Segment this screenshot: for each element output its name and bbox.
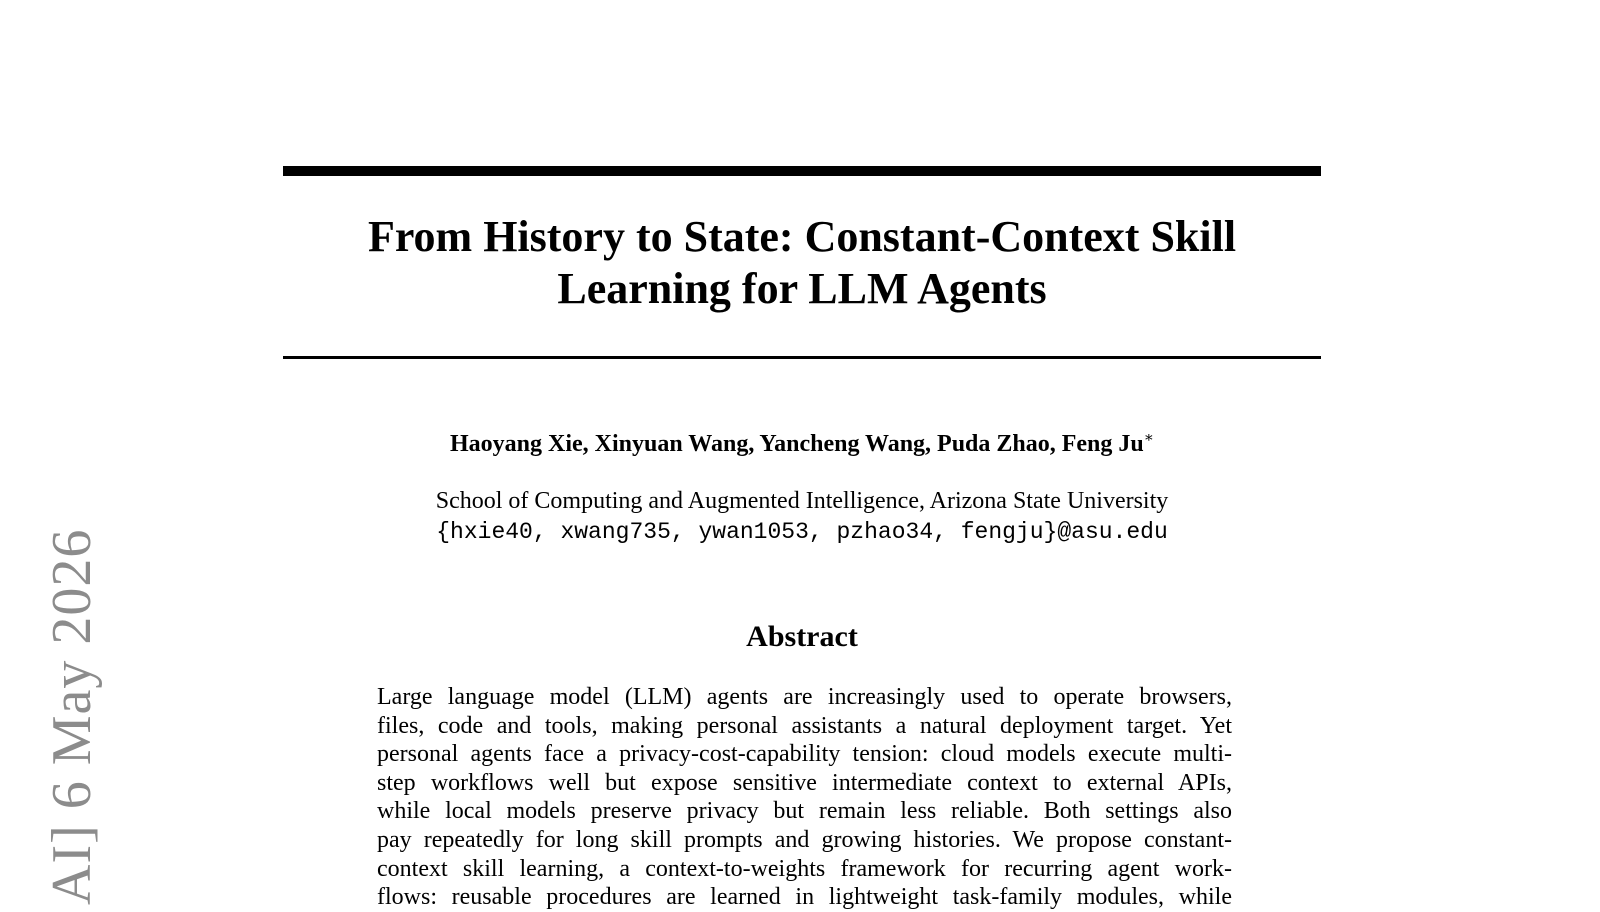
corresponding-author-mark: ∗ — [1143, 430, 1154, 446]
author-list — [283, 429, 1321, 459]
title-line: Learning for LLM Agents — [557, 264, 1047, 313]
abstract-line: files, code and tools, making personal assistants a natural deployment target. Yet — [377, 712, 1232, 739]
abstract-body — [377, 683, 1232, 912]
abstract-line: context skill learning, a context-to-weights framework for recurring agent work- — [377, 855, 1232, 882]
abstract-heading: Abstract — [746, 620, 858, 653]
affiliation: School of Computing and Augmented Intelligence, Arizona State University — [435, 488, 1169, 514]
abstract-line: Large language model (LLM) agents are increasingly used to operate browsers, — [377, 684, 1232, 710]
abstract-line: while local models preserve privacy but remain less reliable. Both settings also — [377, 798, 1232, 825]
abstract-line: flows: reusable procedures are learned in lightweight task-family modules, while — [377, 884, 1232, 911]
author-emails: {hxie40, xwang735, ywan1053, pzhao34, fengju}@asu.edu — [436, 519, 1168, 545]
abstract-line: personal agents face a privacy-cost-capability tension: cloud models execute multi- — [377, 741, 1232, 768]
arxiv-side-stamp: AI] 6 May 2026 — [41, 528, 103, 905]
author-names: Haoyang Xie, Xinyuan Wang, Yancheng Wang, Puda Zhao, Feng Ju — [450, 431, 1144, 457]
title-line: From History to State: Constant-Context Skill — [367, 212, 1237, 261]
title-top-rule — [283, 166, 1321, 176]
paper-title — [283, 211, 1321, 315]
abstract-line: step workflows well but expose sensitive intermediate context to external APIs, — [377, 769, 1232, 796]
title-bottom-rule — [283, 356, 1321, 359]
abstract-line: pay repeatedly for long skill prompts and growing histories. We propose constant- — [377, 826, 1232, 853]
